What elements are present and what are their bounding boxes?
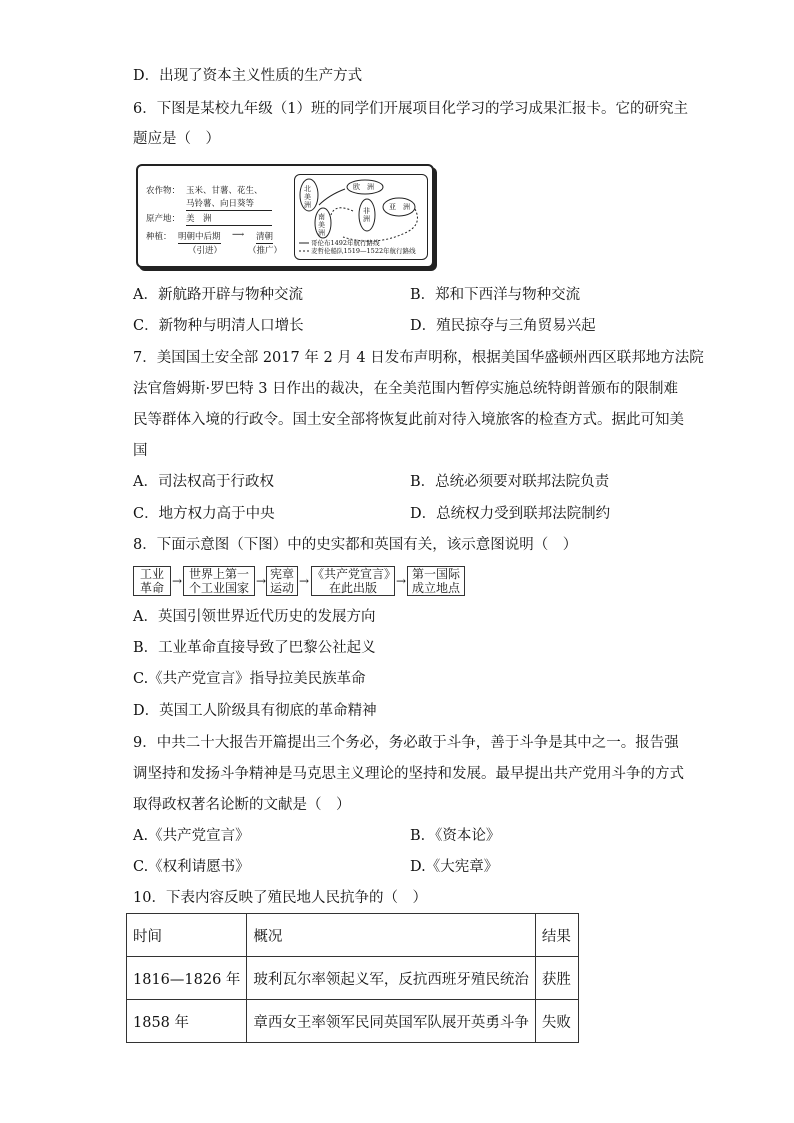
legend-magellan: 麦哲伦船队1519—1522年航行路线 [311,247,416,255]
legend-columbus: 哥伦布1492年航行路线 [311,239,380,247]
q6-option-d: D．殖民掠夺与三角贸易兴起 [410,318,596,334]
flow-box-communist-manifesto [311,566,395,596]
arrow-icon: → [172,574,183,588]
q8-stem: 8．下面示意图（下图）中的史实都和英国有关，该示意图说明（ ） [133,537,578,553]
voyage-map [294,174,428,260]
map-africa: 非洲 [363,207,370,223]
q6-option-b: B．郑和下西洋与物种交流 [410,287,581,303]
q10-table [126,913,579,1043]
plant-from: 明朝中后期 [178,232,221,242]
flow-text: 《共产党宣言》 [312,567,397,581]
flow-box-first-international [407,566,465,596]
q9-stem-line3: 取得政权著名论断的文献是（ ） [133,797,351,813]
plant-note1: （引进） [188,246,223,256]
plant-label: 种植： [146,232,172,242]
arrow-icon: → [299,574,310,588]
origin-value: 美 洲 [186,214,272,226]
q7-stem-line1: 7．美国国土安全部 2017 年 2 月 4 日发布声明称，根据美国华盛顿州西区联邦地方法院 [133,350,704,366]
table-row [127,957,579,1000]
table-cell: 1816—1826 年 [127,957,247,1000]
plant-note2: （推广） [248,246,283,256]
flow-text: 工业 [139,567,164,581]
q7-option-a: A．司法权高于行政权 [133,474,274,490]
table-header-cell: 概况 [247,914,536,957]
q6-stem-line2: 题应是（ ） [133,131,220,147]
plant-to: 清朝 [256,232,274,242]
table-cell: 1858 年 [127,1000,247,1043]
q6-stem-line1: 6．下图是某校九年级（1）班的同学们开展项目化学习的学习成果汇报卡。它的研究主 [133,101,688,117]
flow-text: 成立地点 [411,581,460,595]
origin-label: 原产地： [146,214,181,224]
flow-text: 世界上第一 [188,567,249,581]
q9-option-b: B．《资本论》 [410,828,501,844]
q7-option-b: B．总统必须要对联邦法院负责 [410,474,610,490]
q9-stem-line1: 9．中共二十大报告开篇提出三个务必，务必敢于斗争，善于斗争是其中之一。报告强 [133,735,679,751]
q8-option-a: A．英国引领世界近代历史的发展方向 [133,609,376,625]
arrow-icon: → [256,574,267,588]
q5-option-d: D．出现了资本主义性质的生产方式 [133,68,363,84]
table-cell: 章西女王率领军民同英国军队展开英勇斗争 [247,1000,536,1043]
table-cell: 获胜 [535,957,578,1000]
table-header-cell: 结果 [535,914,578,957]
flow-box-chartist-movement [266,566,298,596]
flow-text: 革命 [139,581,164,595]
flow-text: 运动 [269,581,294,595]
q9-stem-line2: 调坚持和发扬斗争精神是马克思主义理论的坚持和发展。最早提出共产党用斗争的方式 [133,766,684,782]
table-row [127,1000,579,1043]
flow-box-industrial-revolution [133,566,171,596]
q9-option-a: A.《共产党宣言》 [133,828,250,844]
arrow-icon: ⟶ [232,230,245,240]
q7-option-c: C．地方权力高于中央 [133,506,275,522]
table-cell: 玻利瓦尔率领起义军，反抗西班牙殖民统治 [247,957,536,1000]
table-header-cell: 时间 [127,914,247,957]
q8-option-d: D．英国工人阶级具有彻底的革命精神 [133,703,377,719]
flow-text: 个工业国家 [188,581,249,595]
crops-label: 农作物： [146,186,181,196]
q9-option-d: D.《大宪章》 [410,859,499,875]
arrow-icon: → [396,574,407,588]
crops-line2: 马铃薯、向日葵等 [186,199,272,211]
q6-option-c: C．新物种与明清人口增长 [133,318,304,334]
crops-line1: 玉米、甘薯、花生、 [186,186,263,196]
map-europe: 欧 洲 [353,183,374,191]
table-header-row [127,914,579,957]
q6-report-card-figure [136,164,434,268]
q7-option-d: D．总统权力受到联邦法院制约 [410,506,611,522]
q10-stem: 10．下表内容反映了殖民地人民抗争的（ ） [133,890,427,906]
map-north-america: 北美洲 [304,185,311,209]
q6-option-a: A．新航路开辟与物种交流 [133,287,303,303]
table-cell: 失败 [535,1000,578,1043]
flow-text: 宪章 [269,567,294,581]
q7-stem-line4: 国 [133,443,148,459]
q7-stem-line3: 民等群体入境的行政令。国土安全部将恢复此前对待入境旅客的检查方式。据此可知美 [133,412,684,428]
flow-text: 在此出版 [328,581,377,595]
flow-box-first-industrial-nation [183,566,255,596]
q8-option-b: B．工业革命直接导致了巴黎公社起义 [133,640,376,656]
q9-option-c: C.《权利请愿书》 [133,859,250,875]
map-asia: 亚 洲 [389,203,410,211]
flow-text: 第一国际 [411,567,460,581]
map-south-america: 南美洲 [318,213,325,237]
q8-option-c: C.《共产党宣言》指导拉美民族革命 [133,671,366,687]
q7-stem-line2: 法官詹姆斯·罗巴特 3 日作出的裁决，在全美范围内暂停实施总统特朗普颁布的限制难 [133,381,679,397]
